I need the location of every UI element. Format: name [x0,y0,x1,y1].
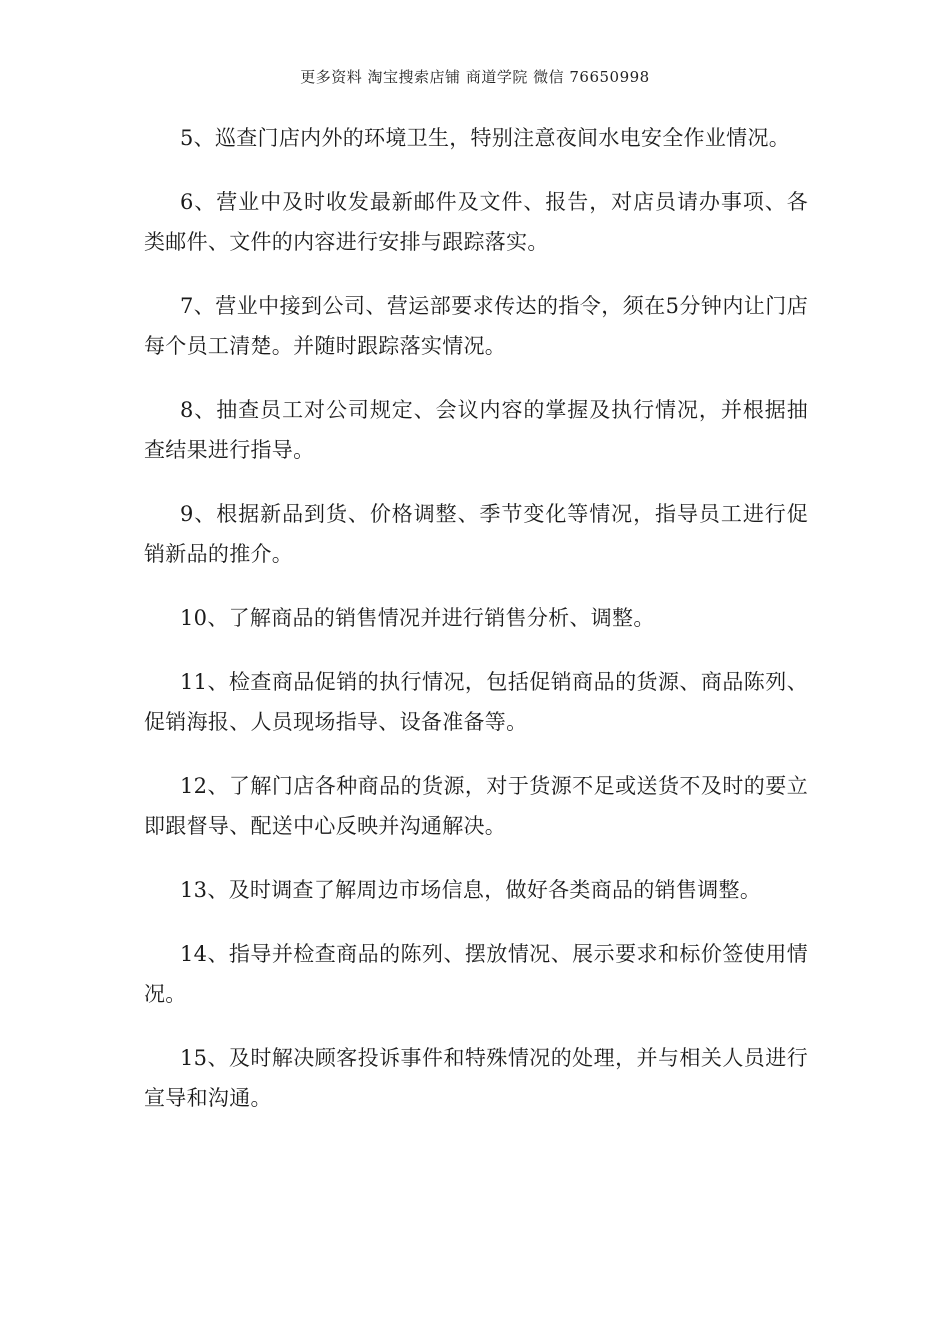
paragraph-5: 5、巡查门店内外的环境卫生，特别注意夜间水电安全作业情况。 [180,126,791,150]
document-body [144,118,808,1142]
paragraph-12: 12、了解门店各种商品的货源，对于货源不足或送货不及时的要立即跟督导、配送中心反映并沟通解决。 [144,774,808,838]
paragraph-10: 10、了解商品的销售情况并进行销售分析、调整。 [180,606,655,630]
paragraph-13: 13、及时调查了解周边市场信息，做好各类商品的销售调整。 [180,878,762,902]
page-header: 更多资料 淘宝搜索店铺 商道学院 微信 76650998 [300,68,650,86]
paragraph-14: 14、指导并检查商品的陈列、摆放情况、展示要求和标价签使用情况。 [144,942,808,1006]
paragraph-6: 6、营业中及时收发最新邮件及文件、报告，对店员请办事项、各类邮件、文件的内容进行安排与跟踪落实。 [144,190,808,254]
paragraph-8: 8、抽查员工对公司规定、会议内容的掌握及执行情况，并根据抽查结果进行指导。 [144,398,808,462]
paragraph-9: 9、根据新品到货、价格调整、季节变化等情况，指导员工进行促销新品的推介。 [144,502,808,566]
paragraph-11: 11、检查商品促销的执行情况，包括促销商品的货源、商品陈列、促销海报、人员现场指导、设备准备等。 [144,670,808,734]
paragraph-7: 7、营业中接到公司、营运部要求传达的指令，须在5分钟内让门店每个员工清楚。并随时跟踪落实情况。 [144,294,808,358]
paragraph-15: 15、及时解决顾客投诉事件和特殊情况的处理，并与相关人员进行宣导和沟通。 [144,1046,808,1110]
